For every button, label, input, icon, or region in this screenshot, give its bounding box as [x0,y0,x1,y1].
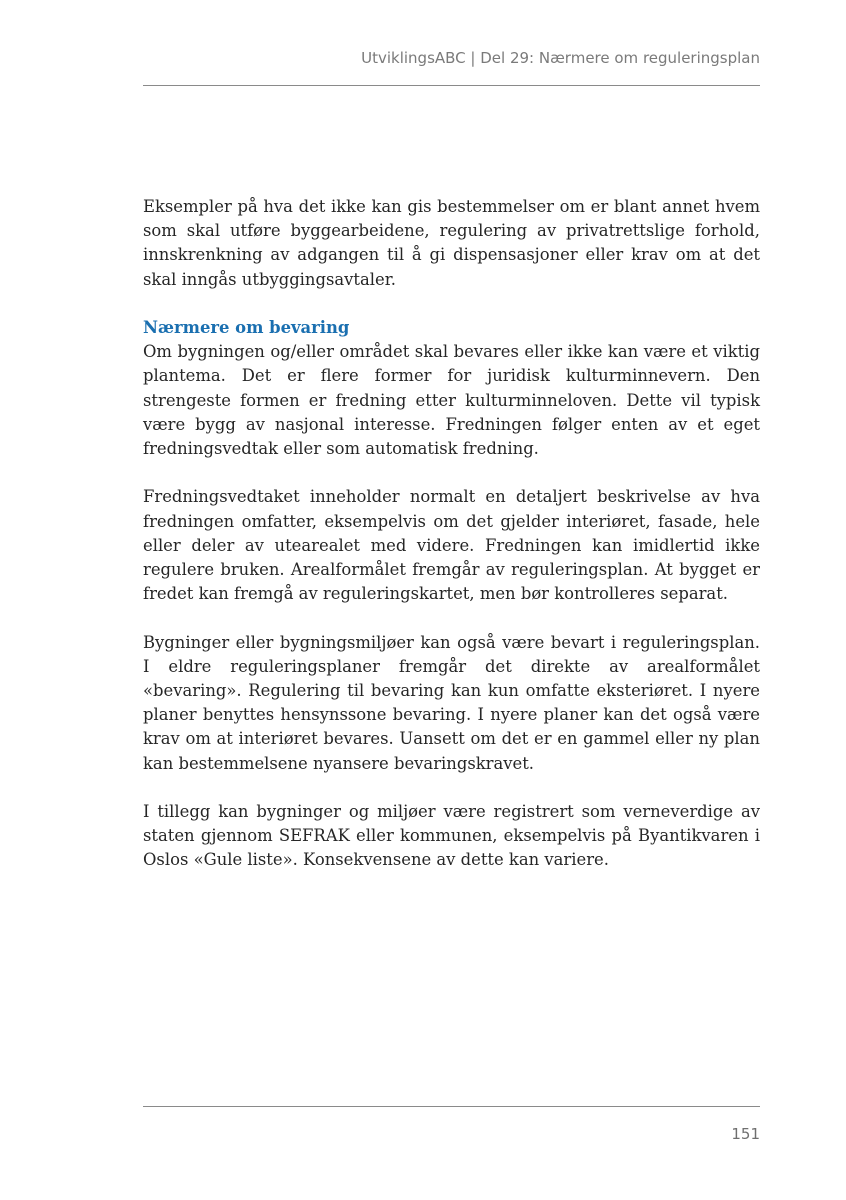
body-paragraph: I tillegg kan bygninger og miljøer være registrert som verneverdige av staten gjennom SEFRAK eller kommunen, eksempelvis på Byantikvaren i Oslos «Gule liste». Konsekvensene av dette kan variere. [143,802,760,870]
body-paragraph: Om bygningen og/eller området skal bevares eller ikke kan være et viktig plantema. Det er flere former for juridisk kulturminnevern. Den strengeste formen er fredning etter kulturminneloven. Dette vil typisk være bygg av nasjonal interesse. Fredningen følger enten av et eget fredningsvedtak eller som automatisk fredning. [143,342,760,459]
section-heading: Nærmere om bevaring [143,318,350,337]
body-paragraph: Eksempler på hva det ikke kan gis bestemmelser om er blant annet hvem som skal utføre byggearbeidene, regulering av privatrettslige forhold, innskrenkning av adgangen til å gi dispensasjoner eller krav om at det skal inngås utbyggingsavtaler. [143,197,760,289]
footer-divider [143,1106,760,1107]
running-header: UtviklingsABC | Del 29: Nærmere om reguleringsplan [361,49,760,67]
body-paragraph: Bygninger eller bygningsmiljøer kan også være bevart i reguleringsplan. I eldre reguleringsplaner fremgår det direkte av arealformålet «bevaring». Regulering til bevaring kan kun omfatte eksteriøret. I nyere planer benyttes hensynssone bevaring. I nyere planer kan det også være krav om at interiøret bevares. Uansett om det er en gammel eller ny plan kan bestemmelsene nyansere bevaringskravet. [143,632,760,773]
body-paragraph: Fredningsvedtaket inneholder normalt en detaljert beskrivelse av hva fredningen omfatter, eksempelvis om det gjelder interiøret, fasade, hele eller deler av utearealet med videre. Fredningen kan imidlertid ikke regulere bruken. Arealformålet fremgår av reguleringsplan. At bygget er fredet kan fremgå av reguleringskartet, men bør kontrolleres separat. [143,487,760,604]
page-number: 151 [731,1125,760,1143]
header-divider [143,85,760,86]
page-body [143,195,760,897]
